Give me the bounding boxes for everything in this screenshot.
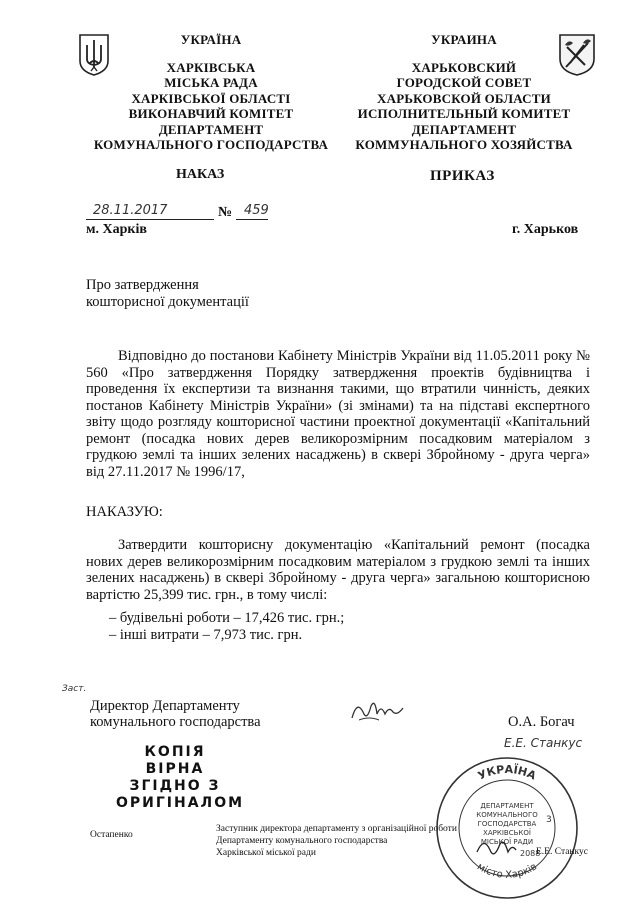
city-right: г. Харьков — [512, 222, 579, 237]
header-left-line: МІСЬКА РАДА — [164, 75, 258, 90]
number-label: № — [218, 205, 233, 220]
header-right — [338, 32, 590, 153]
author-name: Остапенко — [90, 830, 133, 840]
order-word: НАКАЗУЮ: — [86, 504, 163, 520]
header-right-line: ИСПОЛНИТЕЛЬНЫЙ КОМИТЕТ — [357, 106, 571, 121]
seal-bottom-text: місто Харків — [474, 861, 540, 881]
certification-line: Департаменту комунального господарства — [216, 836, 388, 846]
header-left-line: КОМУНАЛЬНОГО ГОСПОДАРСТВА — [93, 137, 329, 152]
seal-center-line: КОМУНАЛЬНОГО — [476, 811, 538, 819]
seal-center-line: ДЕПАРТАМЕНТ — [480, 802, 534, 810]
signatory-title-line2: комунального господарства — [90, 714, 261, 730]
signatory-title-line1: Директор Департаменту — [90, 698, 240, 714]
handwritten-prefix: Заст. — [62, 684, 87, 694]
header-left-country: УКРАЇНА — [180, 32, 242, 47]
header-right-line: ХАРЬКОВСКИЙ — [411, 59, 517, 75]
certification-line: Харківської міської ради — [216, 848, 316, 858]
certification-line: Заступник директора департаменту з організаційної роботи — [216, 824, 457, 834]
svg-text:місто Харків — [475, 861, 539, 881]
certification-block — [216, 823, 476, 859]
order-number: 459 — [244, 203, 269, 218]
header-left-line: ВИКОНАВЧИЙ КОМІТЕТ — [128, 106, 294, 121]
copy-stamp-line: ЗГІДНО З — [129, 778, 221, 794]
list-item: – інші витрати – 7,973 тис. грн. — [109, 626, 303, 643]
seal-top-text: УКРАЇНА — [475, 762, 539, 783]
seal-digit: 3 — [546, 815, 552, 825]
handwritten-signature-icon — [349, 696, 407, 726]
copy-stamp-line: ОРИГІНАЛОМ — [116, 795, 245, 811]
order-date: 28.11.2017 — [93, 203, 168, 218]
seal-center-line: ГОСПОДАРСТВА — [477, 820, 537, 828]
header-left-line: ХАРКІВСЬКА — [166, 59, 256, 75]
city-left: м. Харків — [86, 222, 147, 237]
header-right-line: ХАРЬКОВСКОЙ ОБЛАСТИ — [377, 90, 551, 106]
resolution-paragraph: Затвердити кошторисну документацію «Капітальний ремонт (посадка нових дерев великорозмірним посадковим матеріалом з грудкою землі та інших зелених насаджень) в сквері Збройному - друга черга» загальною кошторисною вартістю 25,399 тис. грн., в тому числі: — [86, 537, 590, 603]
header-right-line: ГОРОДСКОЙ СОВЕТ — [396, 75, 532, 90]
subject-line: Про затвердження — [86, 277, 199, 293]
list-item: – будівельні роботи – 17,426 тис. грн.; — [109, 610, 345, 626]
doc-type-right: ПРИКАЗ — [430, 168, 495, 184]
number-underline — [236, 219, 268, 220]
preamble-paragraph: Відповідно до постанови Кабінету Міністрів України від 11.05.2011 року № 560 «Про затвердження Порядку затвердження проектів будівництва і проведення їх експертизи та визнання такими, що втратили чинність, деяких постанов Кабінету Міністрів України» (зі змінами) та на підставі експертного звіту щодо розгляду кошторисної частини проектної документації «Капітальний ремонт (посадка нових дерев великорозмірним посадковим матеріалом з грудкою землі та інших зелених насаджень) в сквері Збройному - друга черга» від 27.11.2017 № 1996/17, — [86, 348, 590, 480]
seal-code: 2088 — [520, 849, 541, 858]
seal-center-line: МІСЬКОЇ РАДИ — [480, 838, 534, 846]
cost-items-list — [109, 610, 509, 643]
header-right-line: КОММУНАЛЬНОГО ХОЗЯЙСТВА — [355, 137, 573, 152]
seal-center-line: ХАРКІВСЬКОЇ — [483, 829, 531, 837]
header-right-country: УКРАИНА — [431, 32, 497, 47]
header-left-line: ДЕПАРТАМЕНТ — [158, 121, 264, 137]
copy-stamp — [116, 744, 245, 812]
copy-stamp-line: КОПІЯ ВІРНА — [144, 744, 206, 777]
header-left — [86, 32, 336, 153]
header-left-line: ХАРКІВСЬКОЇ ОБЛАСТІ — [131, 90, 291, 106]
certifier-name: Е.Е. Станкус — [536, 847, 588, 857]
subject-line: кошторисної документації — [86, 293, 249, 310]
header-right-line: ДЕПАРТАМЕНТ — [411, 121, 517, 137]
date-underline — [86, 219, 214, 220]
doc-type-left: НАКАЗ — [176, 167, 225, 182]
signatory-name: О.А. Богач — [508, 714, 575, 730]
subject — [86, 277, 386, 310]
handwritten-name: Е.Е. Станкус — [504, 736, 583, 750]
